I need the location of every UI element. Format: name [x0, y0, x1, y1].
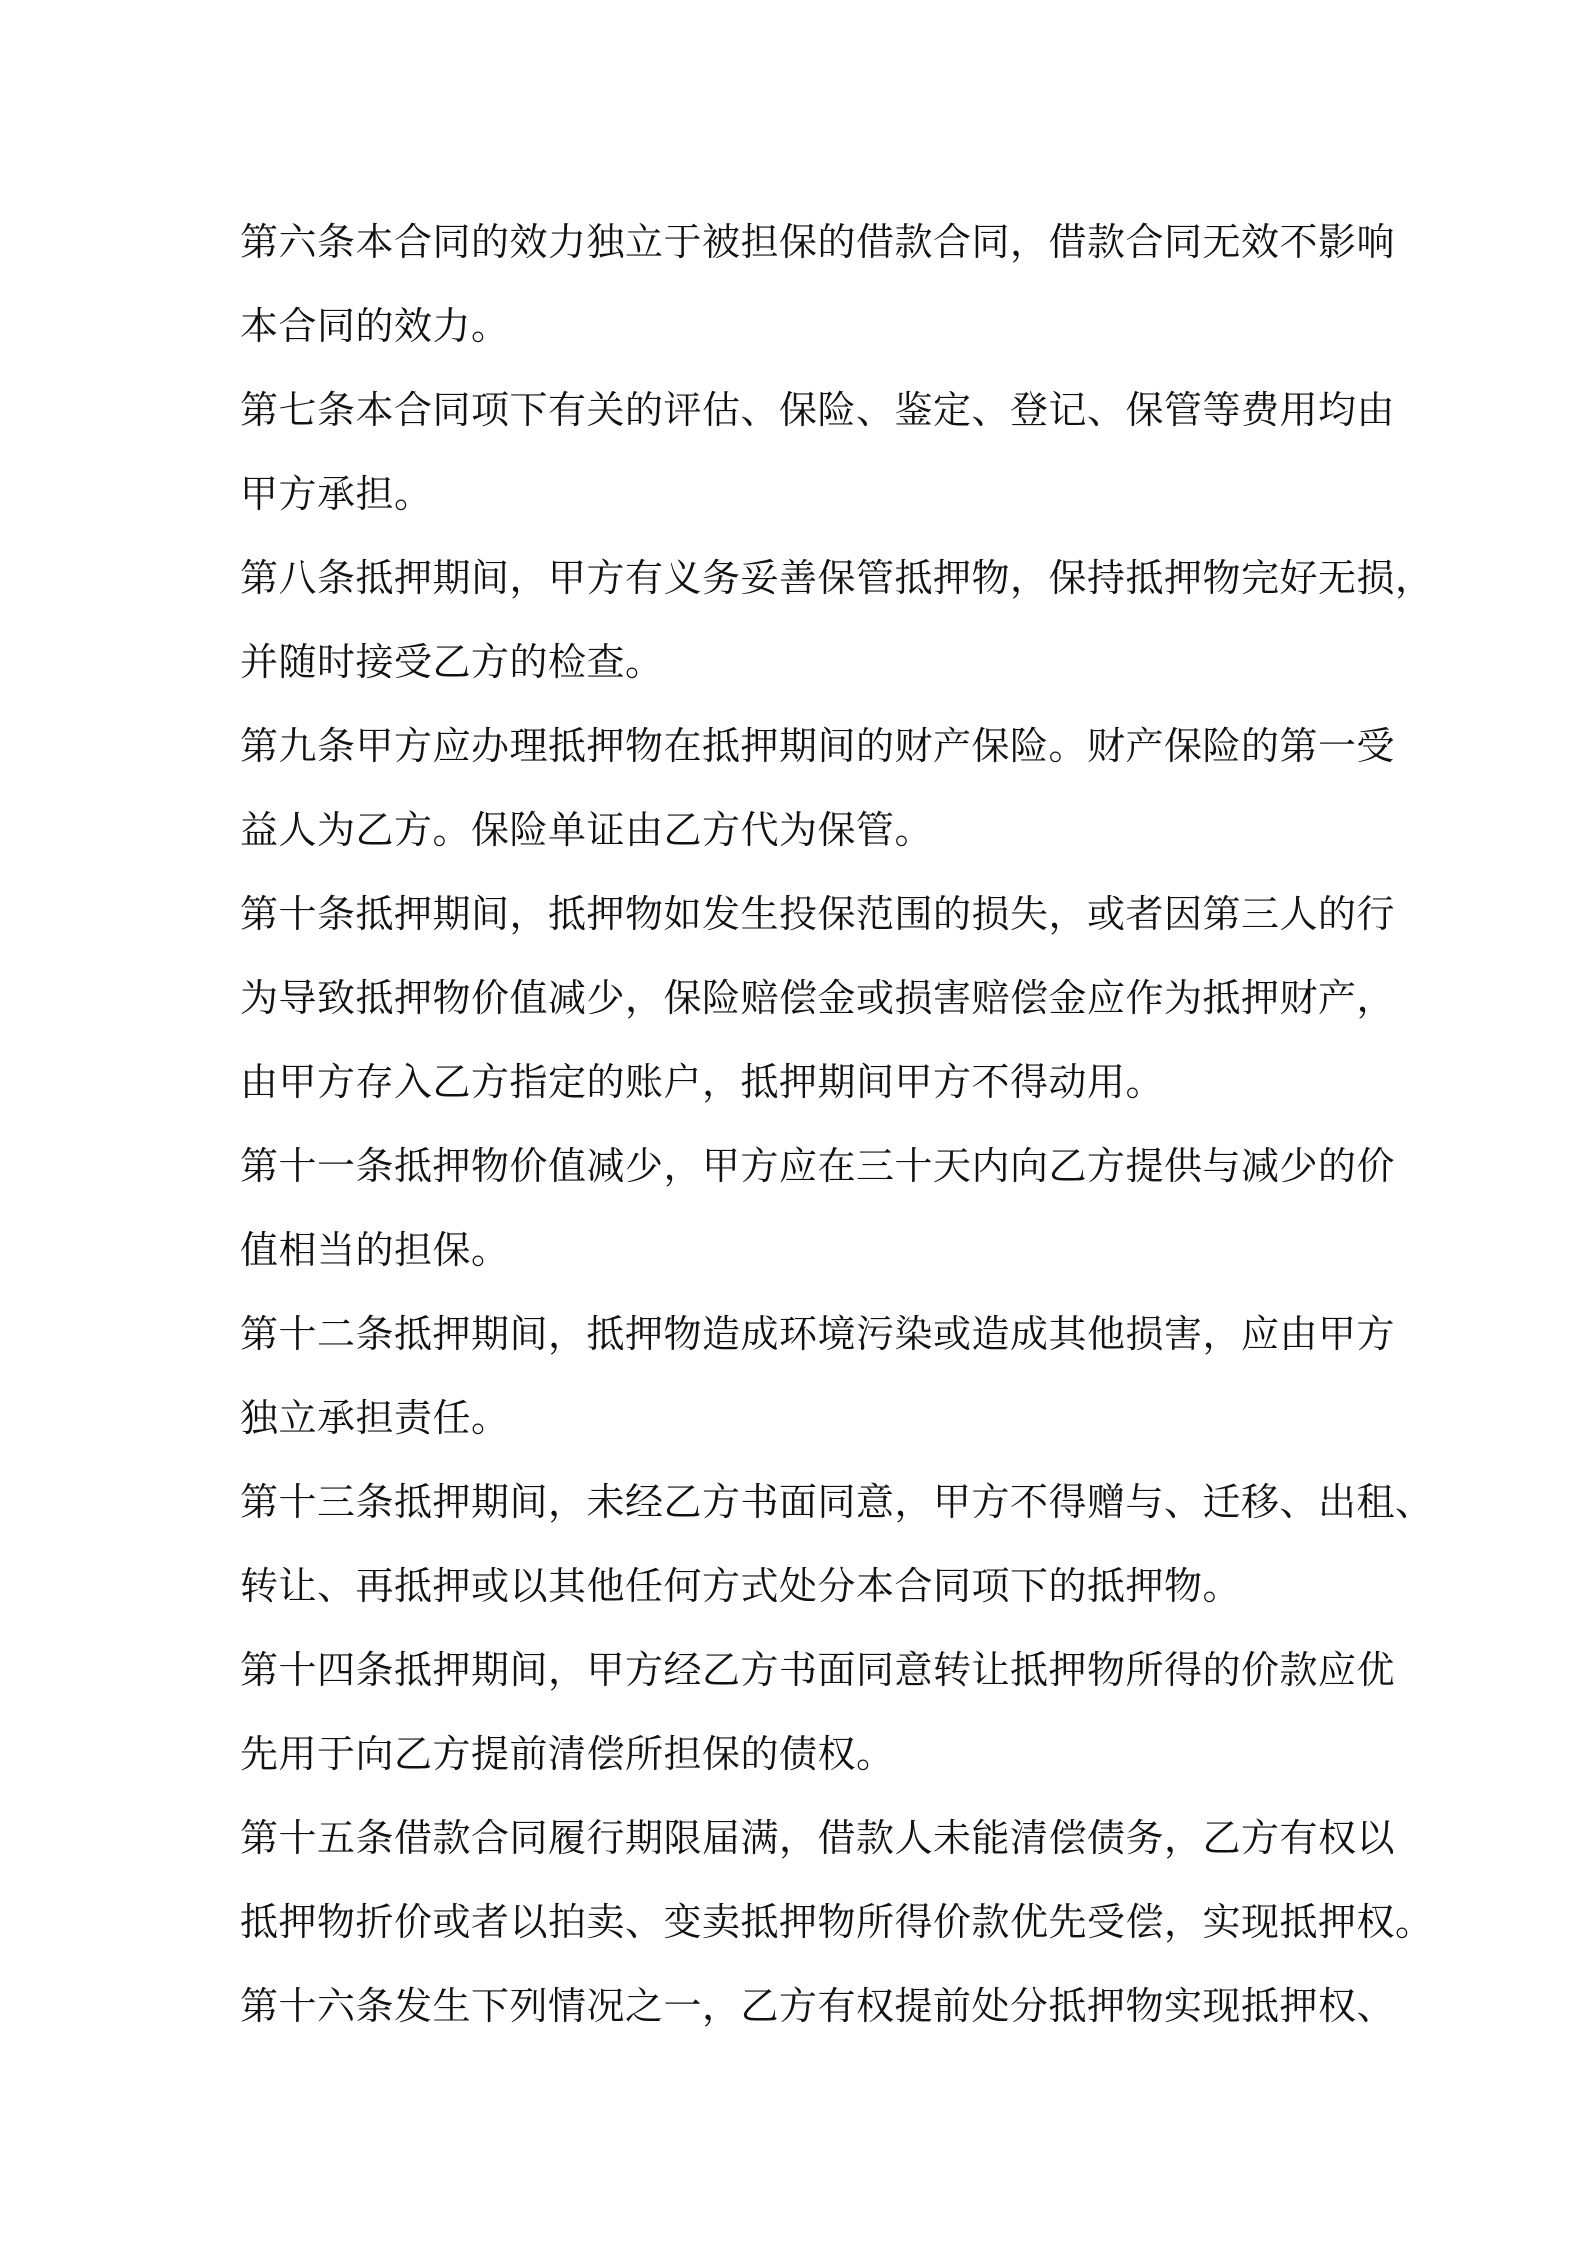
text-line: 为导致抵押物价值减少，保险赔偿金或损害赔偿金应作为抵押财产，	[240, 976, 1396, 1020]
text-line: 第十三条抵押期间，未经乙方书面同意，甲方不得赠与、迁移、出租、	[240, 1480, 1434, 1524]
text-line: 第十条抵押期间，抵押物如发生投保范围的损失，或者因第三人的行	[240, 892, 1396, 936]
text-line: 第六条本合同的效力独立于被担保的借款合同，借款合同无效不影响	[240, 220, 1396, 264]
text-line: 转让、再抵押或以其他任何方式处分本合同项下的抵押物。	[240, 1564, 1242, 1608]
text-line: 第十二条抵押期间，抵押物造成环境污染或造成其他损害，应由甲方	[240, 1312, 1396, 1356]
text-line: 第十一条抵押物价值减少，甲方应在三十天内向乙方提供与减少的价	[240, 1144, 1396, 1188]
text-line: 值相当的担保。	[240, 1228, 510, 1272]
text-line: 第十六条发生下列情况之一，乙方有权提前处分抵押物实现抵押权、	[240, 1984, 1396, 2028]
text-line: 第八条抵押期间，甲方有义务妥善保管抵押物，保持抵押物完好无损，	[240, 556, 1434, 600]
text-line: 第九条甲方应办理抵押物在抵押期间的财产保险。财产保险的第一受	[240, 724, 1396, 768]
document-body	[240, 200, 1434, 2048]
text-line: 第十五条借款合同履行期限届满，借款人未能清偿债务，乙方有权以	[240, 1816, 1396, 1860]
text-line: 独立承担责任。	[240, 1396, 510, 1440]
text-line: 并随时接受乙方的检查。	[240, 640, 664, 684]
text-line: 益人为乙方。保险单证由乙方代为保管。	[240, 808, 934, 852]
text-line: 本合同的效力。	[240, 304, 510, 348]
text-line: 先用于向乙方提前清偿所担保的债权。	[240, 1732, 895, 1776]
text-line: 第七条本合同项下有关的评估、保险、鉴定、登记、保管等费用均由	[240, 388, 1396, 432]
text-line: 抵押物折价或者以拍卖、变卖抵押物所得价款优先受偿，实现抵押权。	[240, 1900, 1434, 1944]
text-line: 第十四条抵押期间，甲方经乙方书面同意转让抵押物所得的价款应优	[240, 1648, 1396, 1692]
text-line: 由甲方存入乙方指定的账户，抵押期间甲方不得动用。	[240, 1060, 1165, 1104]
text-line: 甲方承担。	[240, 472, 433, 516]
